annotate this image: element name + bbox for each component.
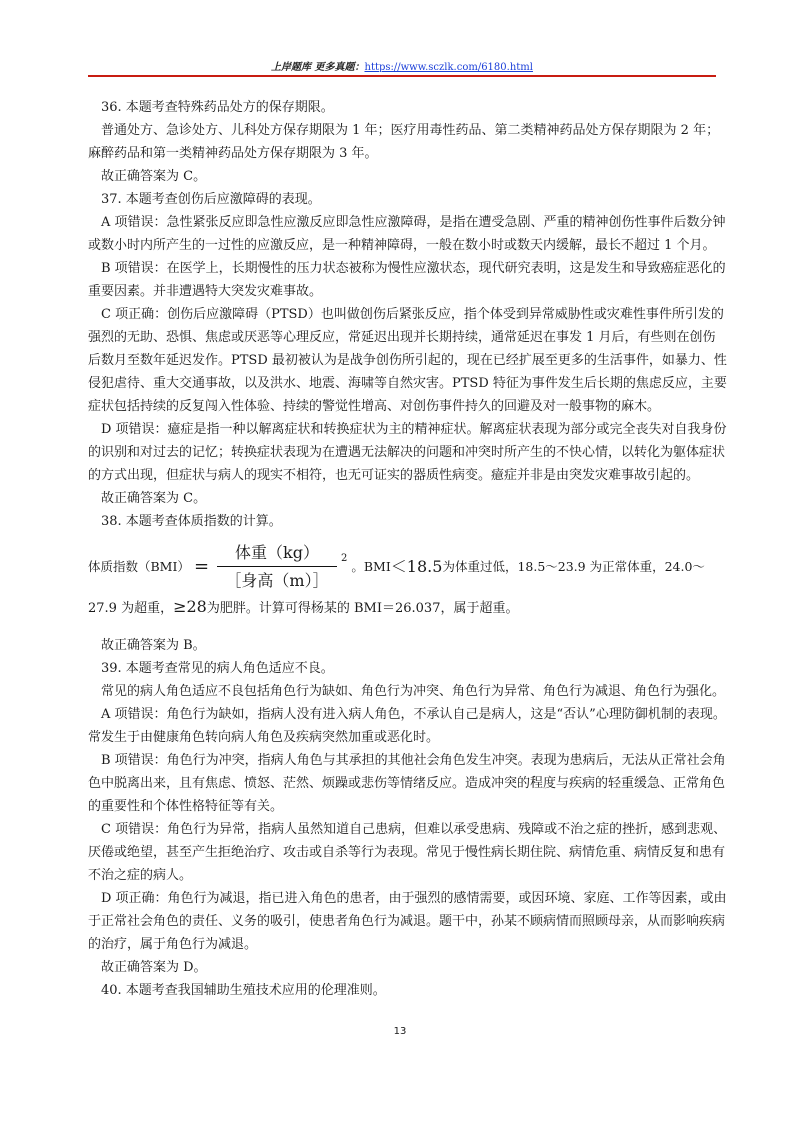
- paragraph: 常见的病人角色适应不良包括角色行为缺如、角色行为冲突、角色行为异常、角色行为减退、角色行为强化。: [101, 684, 726, 699]
- page-content: [88, 96, 728, 1002]
- paragraph: C 项正确：创伤后应激障碍（PTSD）也叫做创伤后紧张反应，指个体受到异常威胁性或灾难性事件所引发的强烈的无助、恐惧、焦虑或厌恶等心理反应，常延迟出现并长期持续，通常延迟在事发 1 月后，有些则在创伤后数月至数年延迟发作。PTSD 最初被认为是战争创伤所引起的，现在已经扩展至更多的生活事件，如暴力、性侵犯虐待、重大交通事故，以及洪水、地震、海啸等自然灾害。PTSD 特征为事件发生后长期的焦虑反应，主要症状包括持续的反复闯入性体验、持续的警觉性增高、对创伤事件持久的回避及对一般事物的麻木。: [88, 307, 727, 414]
- formula-lhs: 体质指数（BMI）: [88, 558, 190, 574]
- formula-fraction: [217, 541, 337, 592]
- formula-numerator: 体重（kg）: [217, 541, 337, 567]
- formula-exponent: 2: [340, 552, 348, 564]
- page-header: [88, 58, 716, 74]
- header-label: 上岸题库 更多真题：: [271, 62, 365, 73]
- paragraph: A 项错误：角色行为缺如，指病人没有进入病人角色，不承认自己是病人，这是“否认”心理防御机制的表现。常发生于由健康角色转向病人角色及疾病突然加重或恶化时。: [88, 707, 726, 745]
- paragraph: 普通处方、急诊处方、儿科处方保存期限为 1 年；医疗用毒性药品、第二类精神药品处方保存期限为 2 年；麻醉药品和第一类精神药品处方保存期限为 3 年。: [88, 123, 720, 161]
- formula-continuation: [88, 595, 728, 620]
- paragraph: D 项错误：癔症是指一种以解离症状和转换症状为主的精神症状。解离症状表现为部分或完全丧失对自我身份的识别和对过去的记忆；转换症状表现为在遭遇无法解决的问题和冲突时所产生的不快心情，以转化为躯体症状的方式出现，但症状与病人的现实不相符，也无可证实的器质性病变。癔症并非是由突发灾难事故引起的。: [88, 422, 727, 483]
- formula-line2-a: 27.9 为超重，: [88, 601, 174, 616]
- paragraph: B 项错误：角色行为冲突，指病人角色与其承担的其他社会角色发生冲突。表现为患病后，无法从正常社会角色中脱离出来，且有焦虑、愤怒、茫然、烦躁或悲伤等情绪反应。造成冲突的程度与疾病的轻重缓急、正常角色的重要性和个体性格特征等有关。: [88, 753, 726, 814]
- formula-mid-a: 。BMI: [351, 558, 391, 574]
- formula-denominator: ［身高（m）］: [225, 570, 329, 590]
- formula-line2-b: 为肥胖。计算可得杨某的 BMI＝26.037，属于超重。: [206, 601, 519, 616]
- paragraph: 40. 本题考查我国辅助生殖技术应用的伦理准则。: [101, 983, 386, 998]
- paragraph: 故正确答案为 C。: [101, 169, 207, 184]
- paragraph: C 项错误：角色行为异常，指病人虽然知道自己患病，但难以承受患病、残障或不治之症的挫折，感到悲观、厌倦或绝望，甚至产生拒绝治疗、攻击或自杀等行为表现。常见于慢性病长期住院、病情危重、病情反复和患有不治之症的病人。: [88, 822, 727, 883]
- paragraph: 故正确答案为 C。: [101, 491, 207, 506]
- paragraph: 故正确答案为 B。: [101, 638, 206, 653]
- paragraph: 故正确答案为 D。: [101, 960, 207, 975]
- formula-equals: =: [193, 555, 210, 577]
- paragraph: A 项错误：急性紧张反应即急性应激反应即急性应激障碍，是指在遭受急剧、严重的精神创伤性事件后数分钟或数小时内所产生的一过性的应激反应，是一种精神障碍，一般在数小时或数天内缓解，最长不超过 1 个月。: [88, 215, 726, 253]
- header-link[interactable]: https://www.sczlk.com/6180.html: [364, 62, 533, 73]
- page-number: 13: [393, 1026, 407, 1037]
- paragraph: 36. 本题考查特殊药品处方的保存期限。: [101, 100, 334, 115]
- formula-threshold-obese: ≥28: [173, 597, 207, 616]
- paragraph: D 项正确：角色行为减退，指已进入角色的患者，由于强烈的感情需要，或因环境、家庭、工作等因素，或由于正常社会角色的责任、义务的吸引，使患者角色行为减退。题干中，孙某不顾病情而照顾母亲，从而影响疾病的治疗，属于角色行为减退。: [88, 891, 727, 952]
- paragraph: 37. 本题考查创伤后应激障碍的表现。: [101, 192, 321, 207]
- formula-mid-b: 为体重过低，18.5～23.9 为正常体重，24.0～: [442, 558, 705, 574]
- header-divider: [88, 75, 716, 77]
- formula-threshold-low: ＜18.5: [390, 556, 443, 576]
- paragraph: 38. 本题考查体质指数的计算。: [101, 514, 282, 529]
- paragraph: B 项错误：在医学上，长期慢性的压力状态被称为慢性应激状态，现代研究表明，这是发生和导致癌症恶化的重要因素。并非遭遇特大突发灾难事故。: [88, 261, 726, 299]
- paragraph: 39. 本题考查常见的病人角色适应不良。: [101, 661, 334, 676]
- bmi-formula: [88, 537, 728, 595]
